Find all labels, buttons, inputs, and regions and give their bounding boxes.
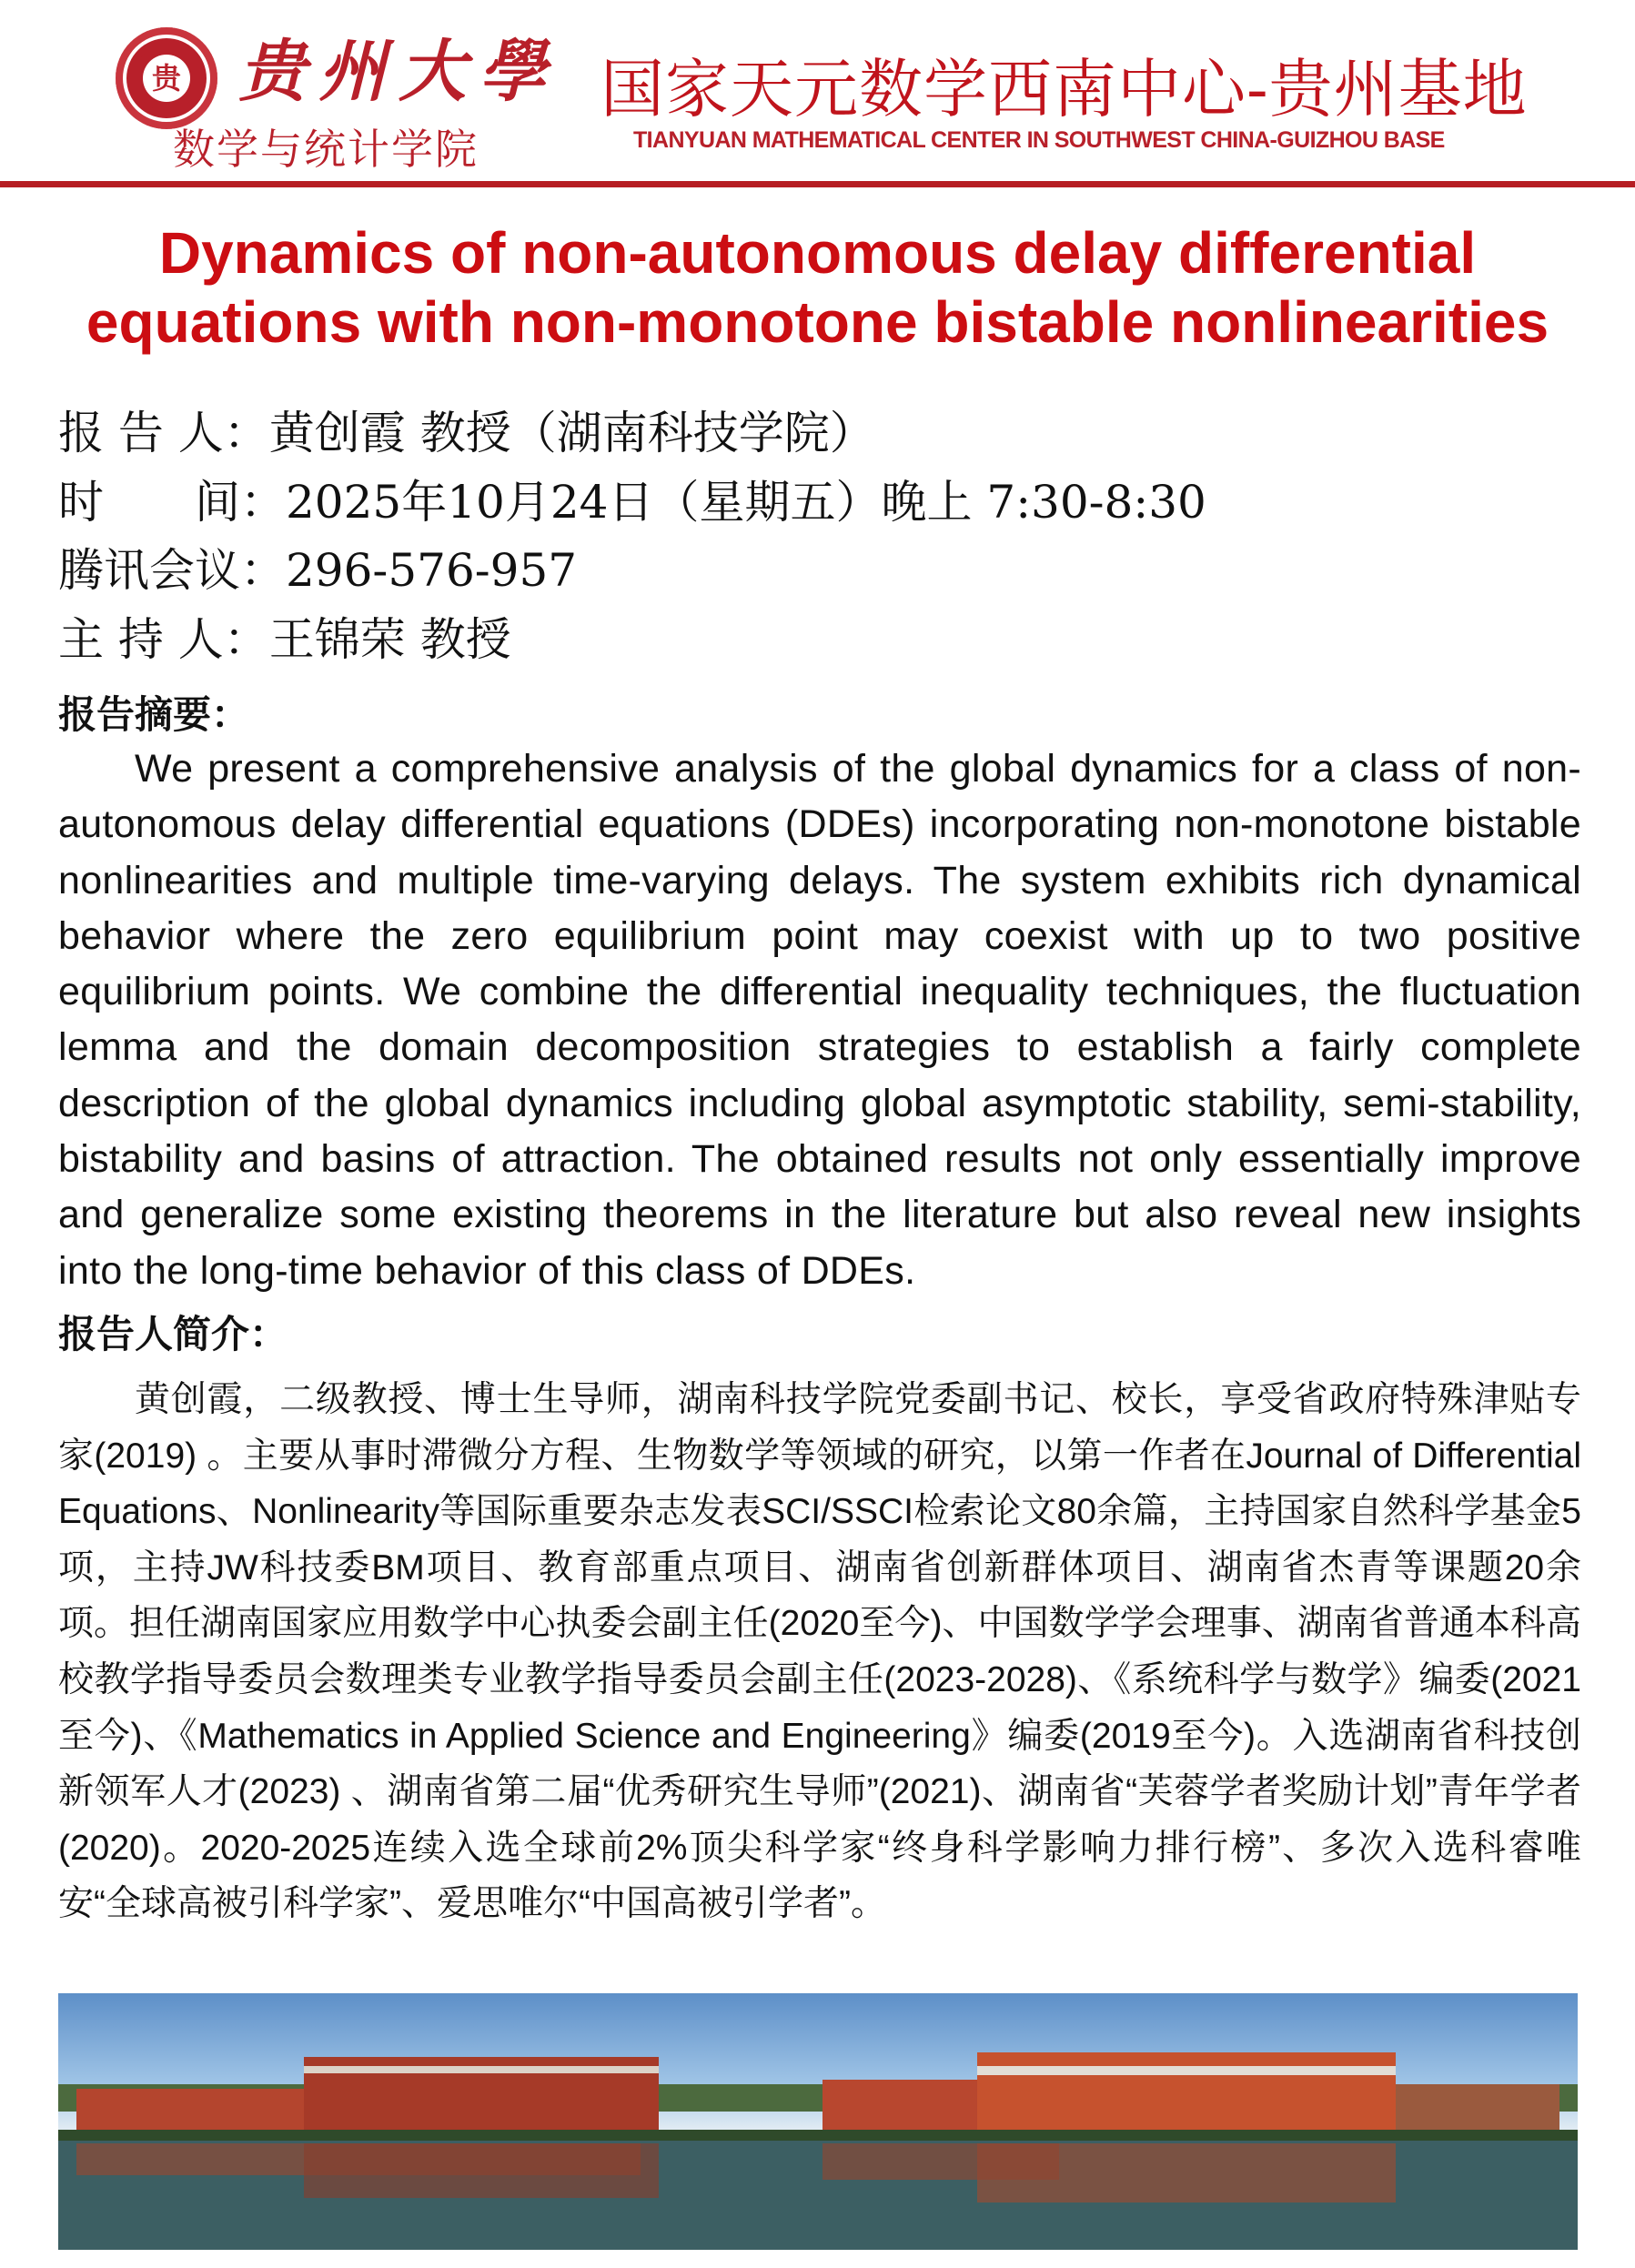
info-value: 296-576-957 [286, 544, 578, 597]
school-name: 数学与统计学院 [173, 125, 479, 174]
university-name: 贵州大學 [238, 33, 559, 111]
campus-buildings-illustration [58, 1993, 1578, 2250]
abstract-text: We present a comprehensive analysis of the global dynamics for a class of non-autonomous delay differential equations (DDEs) incorporating non-monotone bistable nonlinearities and multiple time-varying delays. The system exhibits rich dynamical behavior where the zero equilibrium point may coexist with up to two positive equilibrium points. We combine the differential inequality techniques, the fluctuation lemma and the domain decomposition strategies to establish a fairly complete description of the global dynamics including global asymptotic stability, semi-stability, bistability and basins of attraction. The obtained results not only essentially improve and generalize some existing theorems in the literature but also reveal new insights into the long-time behavior of this class of DDEs. [58, 747, 1581, 1293]
header-divider [0, 181, 1635, 187]
campus-photo [58, 1993, 1578, 2250]
logo-emblem: 贵 [143, 55, 190, 102]
info-host [58, 603, 511, 669]
info-value: 2025年10月24日（星期五）晚上 7:30-8:30 [286, 476, 1206, 529]
talk-title: Dynamics of non-autonomous delay differential equations with non-monotone bistable nonlinearities [86, 220, 1549, 355]
bio-text: 黄创霞，二级教授、博士生导师，湖南科技学院党委副书记、校长，享受省政府特殊津贴专家(2019) 。主要从事时滞微分方程、生物数学等领域的研究，以第一作者在Journal of Differential Equations、Nonlinearity等国际重要杂志发表SCI/SSCI检索论文80余篇，主持国家自然科学基金5项，主持JW科技委BM项目、教育部重点项目、湖南省创新群体项目、湖南省杰青等课题20余项。担任湖南国家应用数学中心执委会副主任(2020至今)、中国数学学会理事、湖南省普通本科高校教学指导委员会数理类专业教学指导委员会副主任(2023-2028)、《系统科学与数学》编委(2021至今)、《Mathematics in Applied Science and Engineering》编委(2019至今)。入选湖南省科技创新领军人才(2023) 、湖南省第二届“优秀研究生导师”(2021)、湖南省“芙蓉学者奖励计划”青年学者(2020)。2020-2025连续入选全球前2%顶尖科学家“终身科学影响力排行榜”、多次入选科睿唯安“全球高被引科学家”、爱思唯尔“中国高被引学者”。 [58, 1380, 1581, 1924]
info-label: 报 告 人： [58, 407, 269, 459]
info-value: 王锦荣 教授 [268, 613, 511, 666]
abstract-heading: 报告摘要： [58, 692, 250, 737]
bio-heading: 报告人简介： [58, 1312, 288, 1356]
center-name-cn: 国家天元数学西南中心-贵州基地 [601, 52, 1528, 126]
info-label: 主 持 人： [58, 613, 269, 666]
center-name-en: TIANYUAN MATHEMATICAL CENTER IN SOUTHWEST CHINA-GUIZHOU BASE [633, 127, 1445, 153]
info-label: 时 间： [58, 476, 286, 529]
info-time [58, 466, 1206, 531]
info-label: 腾讯会议： [58, 544, 286, 597]
info-speaker [58, 397, 875, 462]
university-logo [116, 27, 217, 129]
info-meeting [58, 534, 577, 600]
info-value: 黄创霞 教授（湖南科技学院） [268, 407, 875, 459]
